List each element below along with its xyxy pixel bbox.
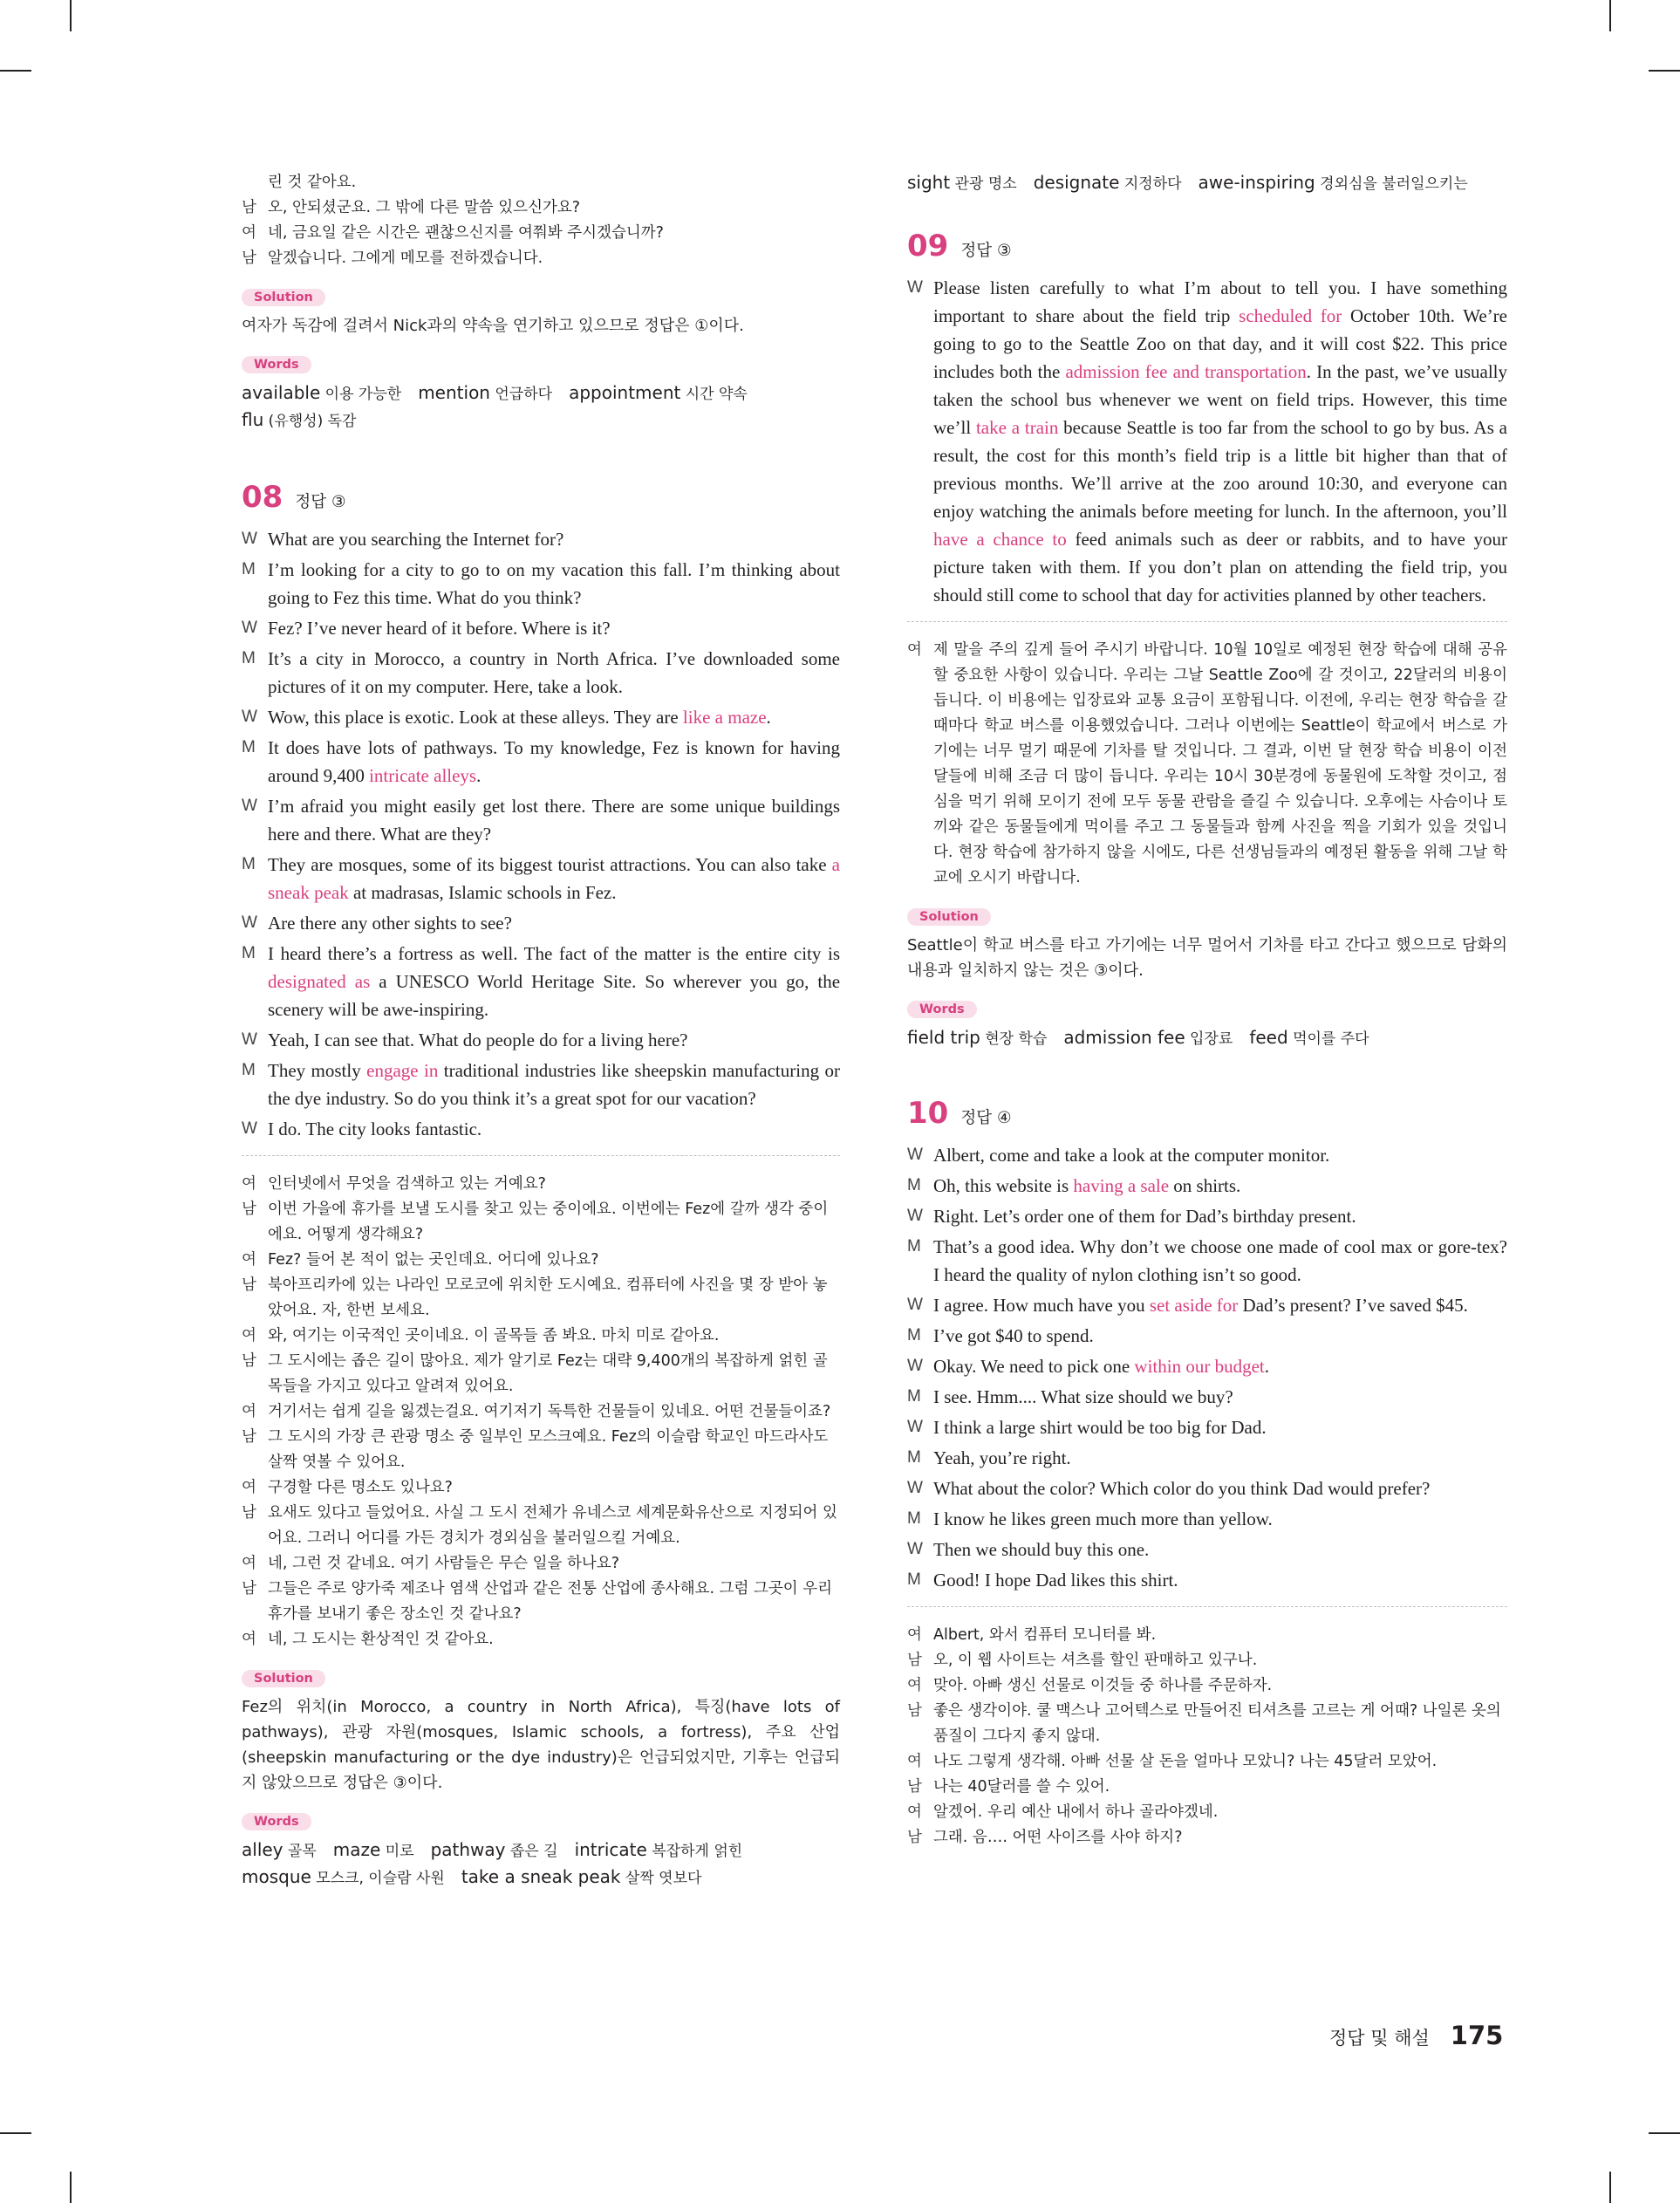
translation-line <box>907 1623 1507 1648</box>
dialogue-line <box>907 1352 1507 1380</box>
word-korean: 경외심을 불러일으키는 <box>1315 175 1468 193</box>
translation-line <box>907 638 1507 891</box>
speaker-label: M <box>907 1570 921 1589</box>
translation-text: 인터넷에서 무엇을 검색하고 있는 거예요? <box>268 1175 546 1193</box>
dialogue-line <box>907 1505 1507 1533</box>
crop-mark <box>70 2172 72 2203</box>
word-korean: 모스크, 이슬람 사원 <box>311 1870 445 1887</box>
translation-line <box>907 1699 1507 1749</box>
translation-text: 북아프리카에 있는 나라인 모로코에 위치한 도시예요. 컴퓨터에 사진을 몇 장 받아 놓았어요. 자, 한번 보세요. <box>268 1276 828 1319</box>
translation-line <box>242 1248 840 1273</box>
speaker-label: 남 <box>242 199 256 216</box>
word-english: available <box>242 382 321 403</box>
dialogue-line <box>907 1202 1507 1230</box>
speaker-label: 여 <box>242 1555 256 1572</box>
speaker-label: 남 <box>242 1352 256 1370</box>
words-badge: Words <box>907 1001 977 1018</box>
dialogue-line <box>242 909 840 937</box>
key-phrase: designated as <box>268 971 371 992</box>
dialogue-text <box>933 1322 1507 1350</box>
question-number: 10 <box>907 1096 949 1131</box>
word-english: mention <box>418 382 490 403</box>
speaker-label: M <box>242 738 256 756</box>
speaker-label: 남 <box>242 1201 256 1218</box>
translation-text: Fez? 들어 본 적이 없는 곳인데요. 어디에 있나요? <box>268 1251 599 1269</box>
speaker-label: M <box>907 1176 921 1194</box>
q8-dialogue <box>242 525 840 1143</box>
answer-label: 정답 ③ <box>295 493 346 511</box>
word-english: awe-inspiring <box>1198 172 1315 193</box>
words-line <box>242 407 840 434</box>
text-run: a UNESCO World Heritage Site. So wherever you go, the scenery will be awe-inspiring. <box>268 971 841 1020</box>
translation-line <box>242 1349 840 1399</box>
text-run: That’s a good idea. Why don’t we choose one made of cool max or gore-tex? I heard the quality of nylon clothing isn’t so good. <box>933 1236 1507 1285</box>
word-english: appointment <box>569 382 681 403</box>
speaker-label: W <box>242 530 257 548</box>
translation-text: 나는 40달러를 쓸 수 있어. <box>933 1778 1110 1796</box>
divider <box>242 1155 840 1156</box>
speaker-label: 여 <box>242 1251 256 1269</box>
word-korean: 골목 <box>283 1843 317 1860</box>
translation-line <box>907 1775 1507 1800</box>
key-phrase: set aside for <box>1149 1295 1239 1316</box>
translation-text: 네, 그 도시는 환상적인 것 같아요. <box>268 1631 494 1648</box>
word-korean: 입장료 <box>1185 1030 1233 1048</box>
translation-text: 그 도시에는 좁은 길이 많아요. 제가 알기로 Fez는 대략 9,400개의 복잡하게 얽힌 골목들을 가지고 있다고 알려져 있어요. <box>268 1352 828 1395</box>
translation-line <box>242 1551 840 1577</box>
text-run: I heard there’s a fortress as well. The fact of the matter is the entire city is <box>268 943 840 964</box>
dialogue-line <box>242 1057 840 1112</box>
dialogue-text <box>933 1141 1507 1169</box>
translation-text: 좋은 생각이야. 쿨 맥스나 고어텍스로 만들어진 티셔츠를 고르는 게 어때? 나일론 옷의 품질이 그다지 좋지 않대. <box>933 1702 1501 1745</box>
speaker-label: W <box>242 797 257 815</box>
text-run: . <box>1264 1356 1269 1377</box>
speaker-label: 남 <box>242 1428 256 1446</box>
text-run: October 10th. We’re going to go to the Seattle Zoo on that day, and it will cost $22. This price includes both the <box>933 305 1507 382</box>
dialogue-line <box>242 851 840 907</box>
question-number: 08 <box>242 480 283 515</box>
dialogue-line <box>907 1536 1507 1563</box>
divider <box>907 621 1507 622</box>
speaker-label: W <box>907 1418 923 1436</box>
page-footer <box>1329 2021 1503 2050</box>
q8-words <box>242 1837 840 1892</box>
crop-mark <box>0 70 31 72</box>
speaker-label: 남 <box>242 250 256 267</box>
translation-text: 구경할 다른 명소도 있나요? <box>268 1479 453 1496</box>
translation-line <box>242 1273 840 1324</box>
word-korean: 좁은 길 <box>505 1843 558 1860</box>
dialogue-line <box>907 1172 1507 1200</box>
word-english: feed <box>1249 1027 1288 1048</box>
translation-text: 거기서는 쉽게 길을 잃겠는걸요. 여기저기 독특한 건물들이 있네요. 어떤 건물들이죠? <box>268 1403 831 1420</box>
speaker-label: M <box>907 1237 921 1255</box>
q8-solution-text: Fez의 위치(in Morocco, a country in North Africa), 특징(have lots of pathways), 관광 자원(mosques, Islamic schools, a fortress), 주요 산업(sheepskin manufacturing or the dye industry)은 언급되었지만, 기후는 언급되지 않았으므로 정답은 ③이다. <box>242 1698 840 1792</box>
answer-label: 정답 ④ <box>960 1109 1012 1127</box>
dialogue-text <box>268 940 840 1023</box>
speaker-label: 남 <box>907 1778 922 1796</box>
dialogue-line <box>907 1291 1507 1319</box>
crop-mark <box>0 2132 31 2134</box>
translation-text: 맞아. 아빠 생신 선물로 이것들 중 하나를 주문하자. <box>933 1677 1273 1694</box>
speaker-label: W <box>907 1296 923 1314</box>
dialogue-line <box>907 1233 1507 1289</box>
text-run: Albert, come and take a look at the computer monitor. <box>933 1145 1330 1166</box>
dialogue-line <box>907 1322 1507 1350</box>
words-line <box>242 1864 840 1892</box>
question-08-header <box>242 480 840 515</box>
word-korean: 복잡하게 얽힌 <box>646 1843 743 1860</box>
key-phrase: having a sale <box>1073 1175 1170 1196</box>
key-phrase: scheduled for <box>1239 305 1342 326</box>
text-run: I’m looking for a city to go to on my vacation this fall. I’m thinking about going to Fez this time. What do you think? <box>268 559 840 608</box>
text-run: Then we should buy this one. <box>933 1539 1150 1560</box>
speaker-label: W <box>907 1146 923 1164</box>
word-korean: 시간 약속 <box>680 386 748 403</box>
dialogue-text <box>933 1352 1507 1380</box>
q8-korean-translation <box>242 1172 840 1652</box>
text-run: feed animals such as deer or rabbits, and to have your picture taken with them. If you don’t plan on attending the field trip, you should still come to school that day for activities planned by other teachers. <box>933 529 1507 605</box>
text-run: It does have lots of pathways. To my knowledge, Fez is known for having around 9,400 <box>268 737 840 786</box>
dialogue-text <box>933 1444 1507 1472</box>
speaker-label: 여 <box>242 1403 256 1420</box>
word-korean: 지정하다 <box>1119 175 1182 193</box>
word-english: maze <box>332 1839 381 1860</box>
translation-text: 알겠어. 우리 예산 내에서 하나 골라야겠네. <box>933 1803 1219 1821</box>
dialogue-text <box>268 851 840 907</box>
dialogue-line <box>907 1474 1507 1502</box>
speaker-label: 여 <box>242 224 256 242</box>
question-number: 09 <box>907 229 949 263</box>
text-run: I know he likes green much more than yellow. <box>933 1509 1273 1529</box>
translation-text: 이번 가을에 휴가를 보낼 도시를 찾고 있는 중이에요. 이번에는 Fez에 갈까 생각 중이에요. 어떻게 생각해요? <box>268 1201 829 1243</box>
dialogue-text <box>933 1566 1507 1594</box>
translation-line <box>242 195 840 221</box>
speaker-label: 여 <box>907 1677 922 1694</box>
speaker-label: W <box>907 1207 923 1225</box>
speaker-label <box>242 170 268 195</box>
translation-line <box>242 1197 840 1248</box>
text-run: because Seattle is too far from the school to go by bus. As a result, the cost for this month’s field trip is a little bit higher than that of previous months. We’ll arrive at the zoo around 10:30, and everyone can enjoy watching the animals before meeting for lunch. In the afternoon, you’ll <box>933 417 1508 522</box>
dialogue-line <box>907 1413 1507 1441</box>
word-korean: 미로 <box>380 1843 414 1860</box>
q7-words <box>242 380 840 434</box>
translation-text: 그래. 음…. 어떤 사이즈를 사야 하지? <box>933 1829 1183 1846</box>
word-english: pathway <box>430 1839 506 1860</box>
translation-line <box>242 1627 840 1652</box>
speaker-label: 남 <box>242 1276 256 1294</box>
translation-text: 와, 여기는 이국적인 곳이네요. 이 골목들 좀 봐요. 마치 미로 같아요. <box>268 1327 720 1344</box>
text-run: They mostly <box>268 1060 367 1081</box>
dialogue-line <box>242 614 840 642</box>
dialogue-text <box>933 1505 1507 1533</box>
q10-dialogue <box>907 1141 1507 1594</box>
dialogue-line <box>907 1383 1507 1411</box>
crop-mark <box>1609 2172 1611 2203</box>
text-run: Fez? I’ve never heard of it before. Where is it? <box>268 618 611 639</box>
dialogue-line <box>907 1444 1507 1472</box>
translation-line <box>242 1425 840 1475</box>
translation-text: 린 것 같아요. <box>268 174 357 191</box>
translation-text: 요새도 있다고 들었어요. 사실 그 도시 전체가 유네스코 세계문화유산으로 지정되어 있어요. 그러니 어디를 가든 경치가 경외심을 불러일으킬 거예요. <box>268 1504 837 1547</box>
dialogue-line <box>242 525 840 553</box>
words-badge: Words <box>242 356 311 373</box>
solution-badge: Solution <box>242 289 325 306</box>
dialogue-line <box>907 1566 1507 1594</box>
word-korean: (유행성) 독감 <box>263 413 357 430</box>
word-english: alley <box>242 1839 283 1860</box>
text-run: I see. Hmm.... What size should we buy? <box>933 1386 1233 1407</box>
text-run: What about the color? Which color do you think Dad would prefer? <box>933 1478 1431 1499</box>
speaker-label: 여 <box>242 1631 256 1648</box>
text-run: at madrasas, Islamic schools in Fez. <box>348 882 617 903</box>
speaker-label: M <box>907 1387 921 1406</box>
speaker-label: M <box>242 1061 256 1079</box>
text-run: Are there any other sights to see? <box>268 913 512 934</box>
translation-text: 제 말을 주의 깊게 들어 주시기 바랍니다. 10월 10일로 예정된 현장 학습에 대해 공유할 중요한 사항이 있습니다. 우리는 그날 Seattle Zoo에 갈 것이고, 22달러의 비용이 듭니다. 이 비용에는 입장료와 교통 요금이 포함됩니다. 이전에, 우리는 현장 학습을 갈 때마다 학교 버스를 이용했었습니다. 그러나 이번에는 Seattle이 학교에서 버스로 가기에는 너무 멀기 때문에 기차를 탈 것입니다. 그 결과, 이번 달 현장 학습 비용이 이전 달들에 비해 조금 더 많이 듭니다. 우리는 10시 30분경에 동물원에 도착할 것이고, 점심을 먹기 위해 모이기 전에 모두 동물 관람을 즐길 수 있습니다. 오후에는 사슴이나 토끼와 같은 동물들에게 먹이를 주고 그 동물들과 함께 사진을 찍을 기회가 있을 것입니다. 현장 학습에 참가하지 않을 시에도, 다른 선생님들과의 예정된 활동을 위해 그날 학교에 오시기 바랍니다. <box>933 641 1507 886</box>
translation-line <box>242 1501 840 1551</box>
dialogue-line <box>242 1115 840 1143</box>
speaker-label: 남 <box>907 1829 922 1846</box>
speaker-label: W <box>242 1030 257 1049</box>
q9-words <box>907 1025 1507 1052</box>
word-english: flu <box>242 409 264 430</box>
dialogue-text <box>268 614 840 642</box>
word-korean: 먹이를 주다 <box>1287 1030 1369 1048</box>
crop-mark <box>70 0 72 31</box>
text-run: I agree. How much have you <box>933 1295 1150 1316</box>
words-badge: Words <box>242 1813 311 1830</box>
words-line <box>242 380 840 407</box>
translation-text: 알겠습니다. 그에게 메모를 전하겠습니다. <box>268 250 543 267</box>
divider <box>907 1606 1507 1607</box>
text-run: I’m afraid you might easily get lost there. There are some unique buildings here and there. What are they? <box>268 796 840 845</box>
right-column <box>907 170 1507 1851</box>
q7-solution-text: 여자가 독감에 걸려서 Nick과의 약속을 연기하고 있으므로 정답은 ①이다. <box>242 317 744 335</box>
crop-mark <box>1649 2132 1680 2134</box>
solution-badge: Solution <box>907 908 991 926</box>
speaker-label: 여 <box>907 1626 922 1644</box>
text-run: Yeah, you’re right. <box>933 1447 1071 1468</box>
text-run: They are mosques, some of its biggest tourist attractions. You can also take <box>268 854 832 875</box>
text-run: traditional industries like sheepskin manufacturing or the dye industry. So do you think it’s a great spot for our vacation? <box>268 1060 840 1109</box>
translation-text: Albert, 와서 컴퓨터 모니터를 봐. <box>933 1626 1157 1644</box>
dialogue-line <box>242 940 840 1023</box>
speaker-label: W <box>242 708 257 726</box>
words-line <box>242 1837 840 1864</box>
footer-title: 정답 및 해설 <box>1329 2028 1430 2049</box>
dialogue-text <box>268 909 840 937</box>
speaker-label: 여 <box>242 1327 256 1344</box>
speaker-label: M <box>907 1448 921 1467</box>
translation-line <box>242 1399 840 1425</box>
dialogue-text <box>268 792 840 848</box>
speaker-label: 여 <box>907 641 922 659</box>
key-phrase: engage in <box>366 1060 439 1081</box>
dialogue-line <box>242 792 840 848</box>
key-phrase: intricate alleys <box>369 765 477 786</box>
q10-korean-translation <box>907 1623 1507 1851</box>
key-phrase: have a chance to <box>933 529 1067 550</box>
text-run: Okay. We need to pick one <box>933 1356 1135 1377</box>
translation-line <box>242 221 840 246</box>
text-run: I do. The city looks fantastic. <box>268 1119 482 1139</box>
q9-korean-translation <box>907 638 1507 891</box>
dialogue-line <box>242 556 840 612</box>
text-run: . <box>476 765 481 786</box>
text-run: Wow, this place is exotic. Look at these alleys. They are <box>268 707 683 728</box>
text-run: I’ve got $40 to spend. <box>933 1325 1094 1346</box>
dialogue-line <box>242 703 840 731</box>
translation-text: 그 도시의 가장 큰 관광 명소 중 일부인 모스크예요. Fez의 이슬람 학교인 마드라사도 살짝 엿볼 수 있어요. <box>268 1428 829 1471</box>
dialogue-text <box>933 274 1507 609</box>
text-run: Good! I hope Dad likes this shirt. <box>933 1570 1178 1591</box>
word-korean: 현장 학습 <box>980 1030 1048 1048</box>
translation-line <box>907 1825 1507 1851</box>
translation-text: 네, 금요일 같은 시간은 괜찮으신지를 여쭤봐 주시겠습니까? <box>268 224 664 242</box>
dialogue-text <box>933 1474 1507 1502</box>
dialogue-text <box>268 645 840 701</box>
word-korean: 언급하다 <box>489 386 553 403</box>
translation-line <box>907 1749 1507 1775</box>
dialogue-text <box>933 1291 1507 1319</box>
word-english: admission fee <box>1063 1027 1185 1048</box>
key-phrase: take a train <box>975 417 1059 438</box>
translation-line <box>242 246 840 271</box>
dialogue-text <box>933 1383 1507 1411</box>
translation-text: 네, 그런 것 같네요. 여기 사람들은 무슨 일을 하나요? <box>268 1555 620 1572</box>
answer-label: 정답 ③ <box>960 242 1012 260</box>
dialogue-line <box>907 274 1507 609</box>
text-run: Oh, this website is <box>933 1175 1074 1196</box>
dialogue-text <box>933 1413 1507 1441</box>
speaker-label: 남 <box>907 1702 922 1720</box>
speaker-label: W <box>242 619 257 637</box>
q9-solution-text: Seattle이 학교 버스를 타고 가기에는 너무 멀어서 기차를 타고 간다고 했으므로 담화의 내용과 일치하지 않는 것은 ③이다. <box>907 936 1507 980</box>
dialogue-line <box>242 645 840 701</box>
translation-line <box>907 1800 1507 1825</box>
dialogue-text <box>268 1026 840 1054</box>
solution-badge: Solution <box>242 1670 325 1687</box>
dialogue-line <box>242 734 840 790</box>
word-english: take a sneak peak <box>461 1866 621 1887</box>
word-korean: 관광 명소 <box>950 175 1017 193</box>
text-run: . <box>766 707 771 728</box>
dialogue-text <box>268 703 840 731</box>
speaker-label: 여 <box>242 1479 256 1496</box>
word-korean: 살짝 엿보다 <box>620 1870 702 1887</box>
speaker-label: 여 <box>242 1175 256 1193</box>
key-phrase: a sneak peak <box>268 854 840 903</box>
speaker-label: 여 <box>907 1753 922 1770</box>
text-run: on shirts. <box>1169 1175 1241 1196</box>
translation-text: 나도 그렇게 생각해. 아빠 선물 살 돈을 얼마나 모았니? 나는 45달러 모았어. <box>933 1753 1438 1770</box>
question-10-header <box>907 1096 1507 1131</box>
word-english: mosque <box>242 1866 311 1887</box>
word-english: field trip <box>907 1027 980 1048</box>
text-run: . In the past, we’ve usually taken the school bus whenever we went on field trips. However, this time we’ll <box>933 361 1507 438</box>
dialogue-text <box>933 1202 1507 1230</box>
words-line <box>907 170 1507 197</box>
translation-line <box>907 1673 1507 1699</box>
translation-line <box>242 1324 840 1349</box>
speaker-label: 남 <box>242 1504 256 1522</box>
page-number: 175 <box>1450 2021 1504 2050</box>
speaker-label: 남 <box>907 1652 922 1669</box>
speaker-label: W <box>242 913 257 932</box>
translation-line <box>242 1475 840 1501</box>
speaker-label: W <box>242 1119 257 1138</box>
dialogue-text <box>933 1172 1507 1200</box>
speaker-label: M <box>907 1509 921 1528</box>
dialogue-text <box>933 1233 1507 1289</box>
text-run: Please listen carefully to what I’m about to tell you. I have something important to share about the field trip <box>933 277 1507 326</box>
speaker-label: 여 <box>907 1803 922 1821</box>
crop-mark <box>1649 70 1680 72</box>
text-run: It’s a city in Morocco, a country in North Africa. I’ve downloaded some pictures of it on my computer. Here, take a look. <box>268 648 840 697</box>
translation-text: 오, 이 웹 사이트는 셔츠를 할인 판매하고 있구나. <box>933 1652 1258 1669</box>
word-korean: 이용 가능한 <box>320 386 402 403</box>
dialogue-text <box>268 556 840 612</box>
key-phrase: like a maze <box>682 707 767 728</box>
translation-line <box>242 1577 840 1627</box>
text-run: Right. Let’s order one of them for Dad’s birthday present. <box>933 1206 1356 1227</box>
text-run: What are you searching the Internet for? <box>268 529 564 550</box>
speaker-label: 남 <box>242 1580 256 1598</box>
q8-words-continued <box>907 170 1507 197</box>
speaker-label: M <box>907 1326 921 1344</box>
key-phrase: within our budget <box>1134 1356 1265 1377</box>
speaker-label: W <box>907 1357 923 1375</box>
key-phrase: admission fee and transportation <box>1065 361 1307 382</box>
word-english: designate <box>1033 172 1120 193</box>
translation-text: 오, 안되셨군요. 그 밖에 다른 말씀 있으신가요? <box>268 199 581 216</box>
dialogue-text <box>268 734 840 790</box>
crop-mark <box>1609 0 1611 31</box>
translation-text: 그들은 주로 양가죽 제조나 염색 산업과 같은 전통 산업에 종사해요. 그럼 그곳이 우리 휴가를 보내기 좋은 장소인 것 같나요? <box>268 1580 833 1623</box>
word-english: intricate <box>574 1839 647 1860</box>
translation-line <box>907 1648 1507 1673</box>
question-09-header <box>907 229 1507 263</box>
speaker-label: M <box>242 855 256 873</box>
text-run: Yeah, I can see that. What do people do for a living here? <box>268 1030 688 1050</box>
speaker-label: M <box>242 944 256 962</box>
dialogue-line <box>907 1141 1507 1169</box>
text-run: I think a large shirt would be too big for Dad. <box>933 1417 1267 1438</box>
dialogue-text <box>268 1115 840 1143</box>
dialogue-text <box>268 525 840 553</box>
q7-korean-tail <box>242 170 840 271</box>
speaker-label: W <box>907 1540 923 1558</box>
translation-line <box>242 1172 840 1197</box>
words-line <box>907 1025 1507 1052</box>
speaker-label: W <box>907 1479 923 1497</box>
translation-line <box>242 170 840 195</box>
speaker-label: M <box>242 560 256 578</box>
speaker-label: W <box>907 278 923 297</box>
q9-monologue <box>907 274 1507 609</box>
left-column <box>242 170 840 1892</box>
dialogue-text <box>933 1536 1507 1563</box>
dialogue-text <box>268 1057 840 1112</box>
speaker-label: M <box>242 649 256 667</box>
text-run: Dad’s present? I’ve saved $45. <box>1238 1295 1468 1316</box>
dialogue-line <box>242 1026 840 1054</box>
word-english: sight <box>907 172 951 193</box>
